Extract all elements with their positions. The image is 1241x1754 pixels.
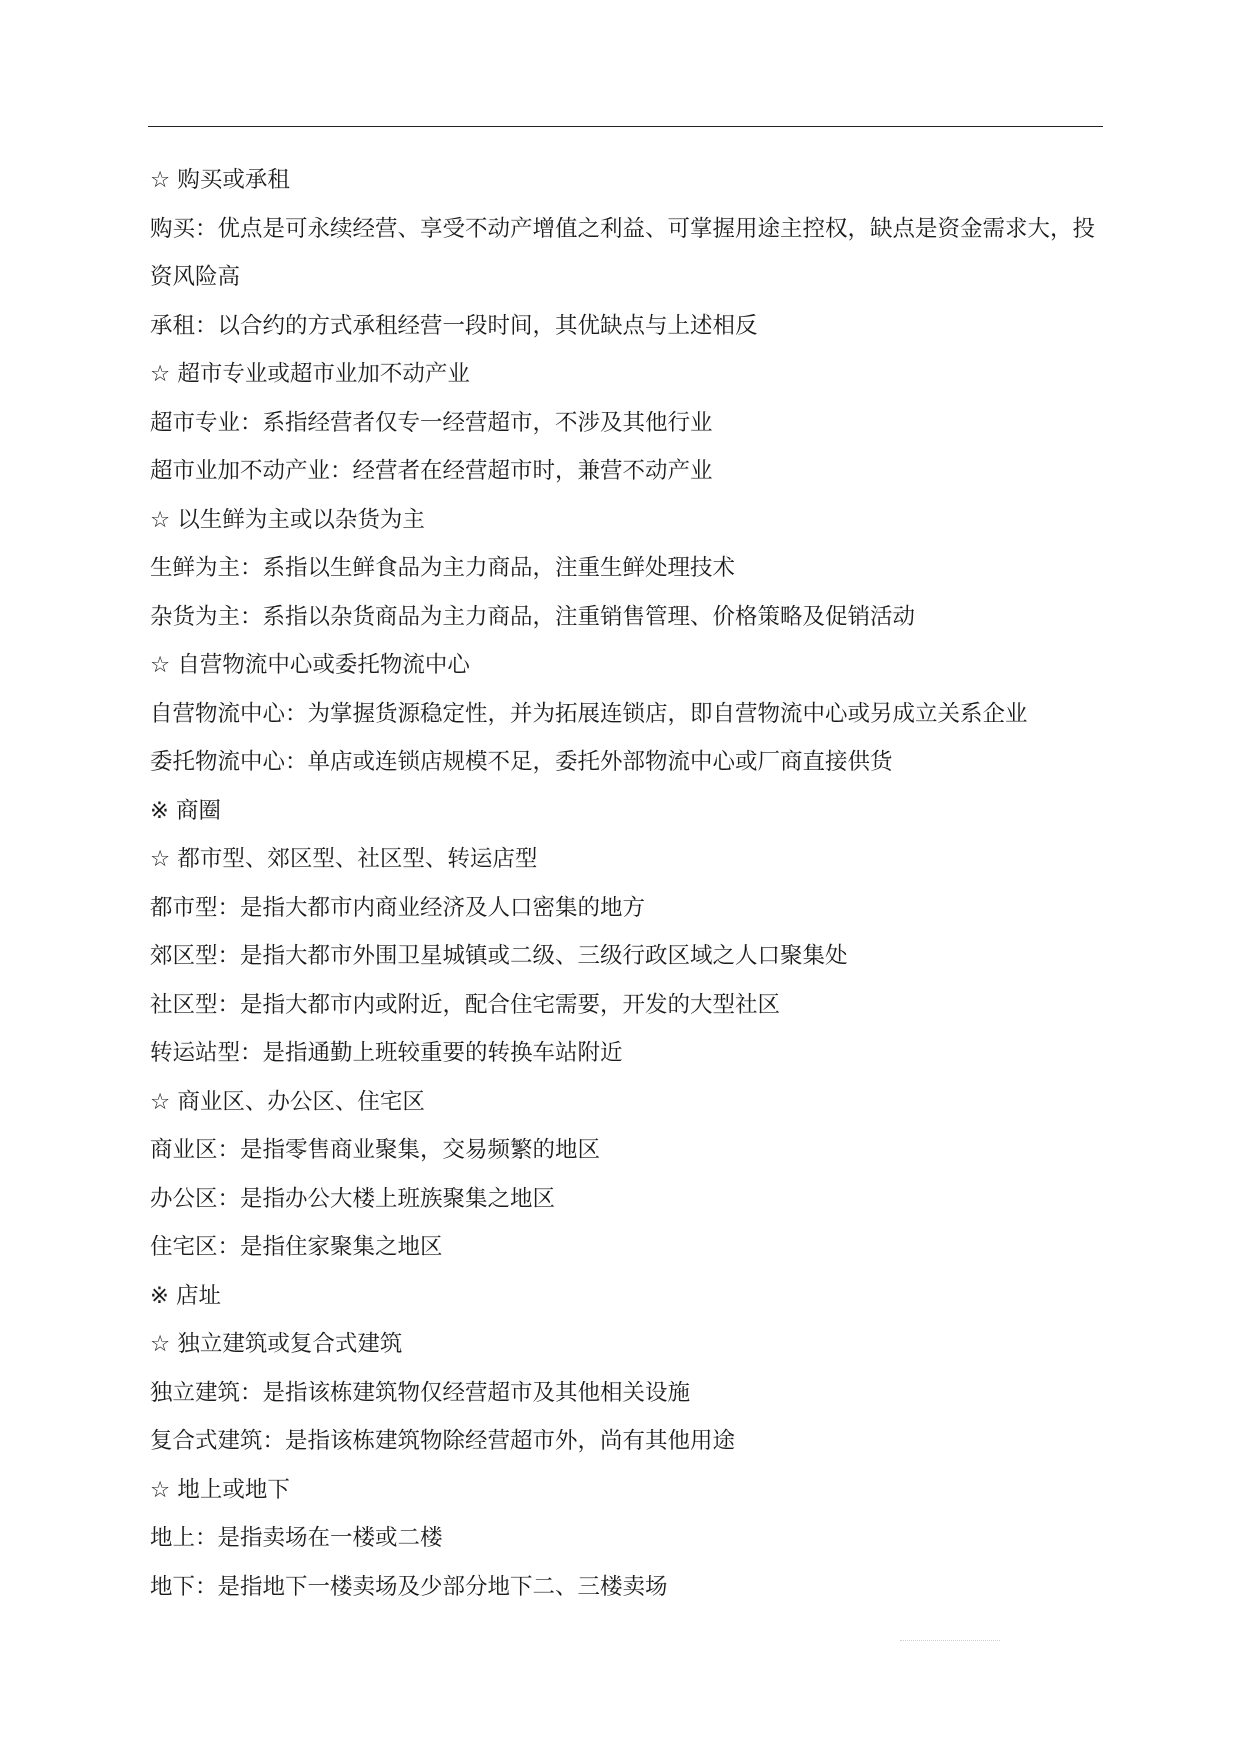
paragraph: 商业区：是指零售商业聚集，交易频繁的地区 xyxy=(150,1137,601,1163)
document-body xyxy=(150,156,1100,1611)
paragraph: 地下：是指地下一楼卖场及少部分地下二、三楼卖场 xyxy=(150,1573,668,1600)
paragraph: 独立建筑：是指该栋建筑物仅经营超市及其他相关设施 xyxy=(150,1379,691,1406)
paragraph: 社区型：是指大都市内或附近，配合住宅需要，开发的大型社区 xyxy=(150,991,781,1018)
paragraph: 承租：以合约的方式承租经营一段时间，其优缺点与上述相反 xyxy=(150,312,758,339)
paragraph: 办公区：是指办公大楼上班族聚集之地区 xyxy=(150,1185,556,1212)
section-heading: ※ 店址 xyxy=(150,1282,222,1309)
header-rule xyxy=(148,126,1103,127)
paragraph: 郊区型：是指大都市外围卫星城镇或二级、三级行政区域之人口聚集处 xyxy=(150,943,848,969)
paragraph: 超市专业：系指经营者仅专一经营超市，不涉及其他行业 xyxy=(150,409,713,436)
paragraph: 自营物流中心：为掌握货源稳定性，并为拓展连锁店，即自营物流中心或另成立关系企业 xyxy=(150,700,1028,727)
star-heading: ☆ 独立建筑或复合式建筑 xyxy=(150,1331,403,1357)
footer-dotted-mark xyxy=(900,1640,1000,1641)
star-heading: ☆ 超市专业或超市业加不动产业 xyxy=(150,361,470,387)
star-heading: ☆ 地上或地下 xyxy=(150,1476,290,1503)
paragraph: 生鲜为主：系指以生鲜食品为主力商品，注重生鲜处理技术 xyxy=(150,555,736,581)
paragraph: 住宅区：是指住家聚集之地区 xyxy=(150,1234,443,1260)
star-heading: ☆ 购买或承租 xyxy=(150,167,290,193)
paragraph: 都市型：是指大都市内商业经济及人口密集的地方 xyxy=(150,894,646,921)
star-heading: ☆ 自营物流中心或委托物流中心 xyxy=(150,652,470,678)
paragraph: 杂货为主：系指以杂货商品为主力商品，注重销售管理、价格策略及促销活动 xyxy=(150,603,916,630)
paragraph: 转运站型：是指通勤上班较重要的转换车站附近 xyxy=(150,1040,623,1066)
paragraph: 超市业加不动产业：经营者在经营超市时，兼营不动产业 xyxy=(150,458,713,484)
paragraph: 购买：优点是可永续经营、享受不动产增值之利益、可掌握用途主控权，缺点是资金需求大，投资风险高 xyxy=(150,215,1096,290)
section-heading: ※ 商圈 xyxy=(150,797,222,824)
star-heading: ☆ 都市型、郊区型、社区型、转运店型 xyxy=(150,846,538,872)
star-heading: ☆ 商业区、办公区、住宅区 xyxy=(150,1088,425,1115)
star-heading: ☆ 以生鲜为主或以杂货为主 xyxy=(150,506,425,533)
paragraph: 地上：是指卖场在一楼或二楼 xyxy=(150,1525,443,1551)
paragraph: 复合式建筑：是指该栋建筑物除经营超市外，尚有其他用途 xyxy=(150,1428,736,1454)
paragraph: 委托物流中心：单店或连锁店规模不足，委托外部物流中心或厂商直接供货 xyxy=(150,749,893,775)
